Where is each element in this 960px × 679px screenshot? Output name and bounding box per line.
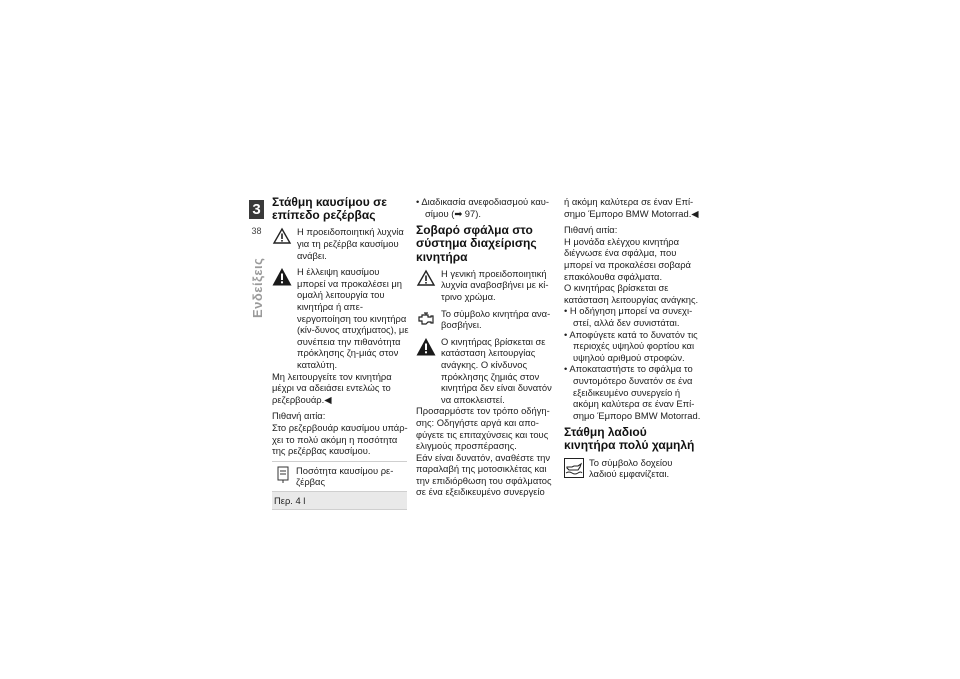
page-number: 38 (251, 226, 262, 236)
oil-can-icon (564, 458, 584, 478)
column-2 (416, 196, 553, 498)
oil-symbol-row (564, 457, 701, 480)
column-1 (272, 196, 409, 510)
section-title-vertical: Ενδείξεις (250, 257, 265, 318)
warning-note (272, 266, 409, 370)
general-warning-light-icon (416, 269, 436, 289)
fuel-warning-text: Η προειδοποιητική λυχνία για τη ρεζέρβα καυσίμου ανάβει. (297, 226, 404, 261)
column-3 (564, 196, 701, 480)
engine-icon (416, 309, 436, 329)
bullet-text: Αποκαταστήστε το σφάλμα το συντομότερο δυνατόν σε ένα εξειδικευμένο συνεργείο ή ακόμη καλύτερα σε έναν Επί-σημο Έμπορο BMW Motorrad. (569, 363, 701, 421)
paragraph: ή ακόμη καλύτερα σε έναν Επί-σημο Έμπορο BMW Motorrad.◀ (564, 196, 699, 219)
engine-symbol-text: Το σύμβολο κινητήρα ανα-βοσβήνει. (441, 307, 551, 331)
spec-table-value-row (272, 492, 407, 510)
list-item: • Αποφύγετε κατά το δυνατόν τις περιοχές υψηλού φορτίου και υψηλού αριθμού στροφών. (564, 328, 698, 363)
bullet-item: • Διαδικασία ανεφοδιασμού καυ-σίμου (➡ 97). (416, 196, 550, 219)
warning-text: Ο κινητήρας βρίσκεται σε κατάσταση λειτουργίας ανάγκης. Ο κίνδυνος πρόκλησης ζημιάς στον κινητήρα δεν είναι δυνατόν να αποκλειστεί. (441, 335, 552, 405)
bullet-text: Η οδήγηση μπορεί να συνεχι-στεί, αλλά δεν συνιστάται. (569, 305, 693, 328)
bullet-text: Διαδικασία ανεφοδιασμού καυ-σίμου (➡ 97). (421, 196, 550, 219)
paragraph: Προσαρμόστε τον τρόπο οδήγη-σης: Οδηγήστε αργά και απο-φύγετε τις επιταχύνσεις και τους ελιγμούς προσπέρασης. (416, 405, 550, 452)
heading-engine-fault: Σοβαρό σφάλμα στο σύστημα διαχείρισης κινητήρα (416, 223, 537, 264)
list-item: • Η οδήγηση μπορεί να συνεχι-στεί, αλλά δεν συνιστάται. (564, 305, 693, 328)
fuel-warning-light-icon (272, 227, 292, 247)
warning-note (416, 336, 553, 406)
paragraph: Στο ρεζερβουάρ καυσίμου υπάρ-χει το πολύ ακόμη η ποσότητα της ρεζέρβας καυσίμου. (272, 421, 408, 457)
list-item: • Αποκαταστήστε το σφάλμα το συντομότερο δυνατόν σε ένα εξειδικευμένο συνεργείο ή ακόμη καλύτερα σε έναν Επί-σημο Έμπορο BMW Motorrad. (564, 363, 701, 421)
paragraph: Πιθανή αιτία: (272, 410, 326, 422)
paragraph: Πιθανή αιτία: (564, 224, 618, 236)
bullet-text: Αποφύγετε κατά το δυνατόν τις περιοχές υψηλού φορτίου και υψηλού αριθμού στροφών. (569, 328, 698, 363)
warning-triangle-icon (416, 337, 436, 357)
paragraph: Εάν είναι δυνατόν, αναθέστε την παραλαβή της μοτοσικλέτας και την επιδιόρθωση του σφάλματος σε ένα εξειδικευμένο συνεργείο (416, 451, 552, 498)
general-warning-row (416, 268, 553, 303)
warning-text: Η έλλειψη καυσίμου μπορεί να προκαλέσει μη ομαλή λειτουργία του κινητήρα ή απε-νεργοποίηση του κινητήρα (κίν-δυνος ατυχήματος), με συνέπεια την πιθανότητα πρόκλησης ζη-μιάς στον καταλύτη. (297, 266, 409, 370)
chapter-tab: 3 (249, 200, 264, 219)
spec-table (272, 461, 407, 511)
paragraph: Η μονάδα ελέγχου κινητήρα διέγνωσε ένα σφάλμα, που μπορεί να προκαλέσει σοβαρά επακόλουθα σφάλματα. (564, 235, 691, 282)
spec-value: Περ. 4 l (274, 494, 306, 506)
engine-symbol-row (416, 308, 553, 331)
warning-triangle-icon (272, 267, 292, 287)
spec-label: Ποσότητα καυσίμου ρε-ζέρβας (296, 464, 394, 488)
oil-symbol-text: Το σύμβολο δοχείου λαδιού εμφανίζεται. (589, 456, 673, 480)
fuel-warning-row (272, 226, 409, 261)
general-warning-text: Η γενική προειδοποιητική λυχνία αναβοσβήνει με κί-τρινο χρώμα. (441, 267, 549, 302)
paragraph: Μη λειτουργείτε τον κινητήρα μέχρι να αδειάσει εντελώς το ρεζερβουάρ.◀ (272, 370, 392, 405)
heading-oil-level: Στάθμη λαδιού κινητήρα πολύ χαμηλή (564, 425, 695, 453)
spec-table-label-row (272, 462, 407, 492)
heading-fuel-reserve: Στάθμη καυσίμου σε επίπεδο ρεζέρβας (272, 195, 387, 223)
technical-data-icon (276, 466, 290, 484)
paragraph: Ο κινητήρας βρίσκεται σε κατάσταση λειτουργίας ανάγκης. (564, 282, 699, 305)
